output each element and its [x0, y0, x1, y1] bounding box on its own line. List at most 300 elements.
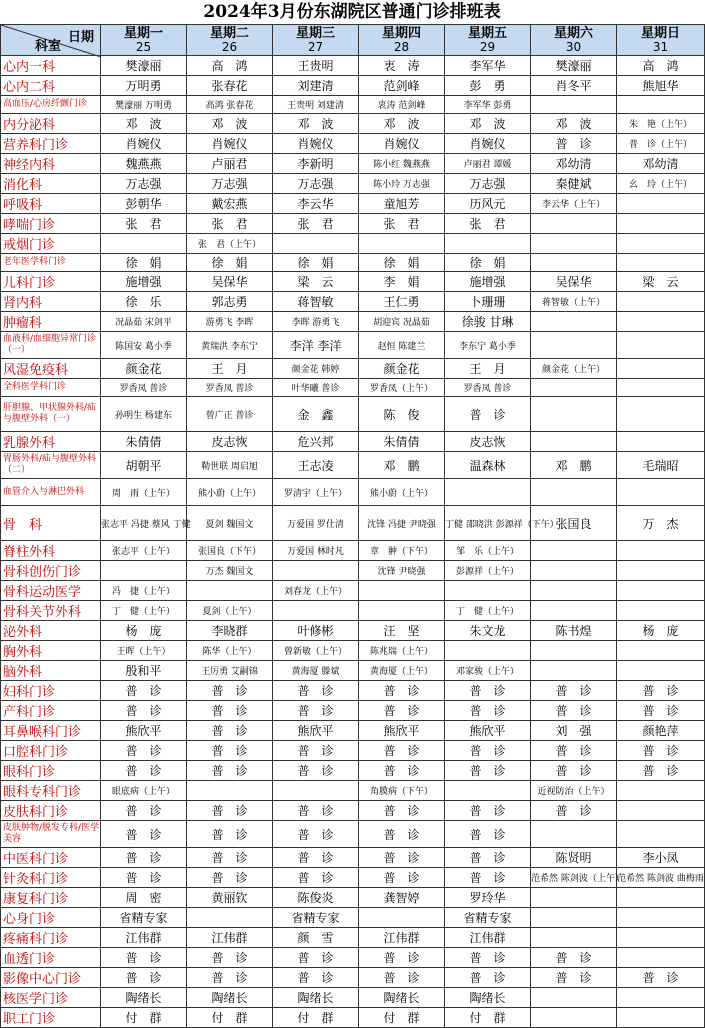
schedule-cell: 普 诊 — [531, 948, 617, 968]
page-title: 2024年3月份东湖院区普通门诊排班表 — [203, 2, 501, 22]
date-label: 28 — [393, 40, 410, 54]
col-header-tue — [187, 25, 273, 56]
schedule-cell: 罗清宇（上午） — [273, 479, 359, 506]
schedule-cell: 普 诊 — [445, 761, 531, 781]
schedule-cell — [531, 479, 617, 506]
department-label: 血管介入与淋巴外科 — [1, 479, 101, 506]
col-header-sat — [531, 25, 617, 56]
department-label: 心内一科 — [1, 56, 101, 76]
schedule-cell — [531, 254, 617, 272]
schedule-row — [1, 379, 705, 397]
schedule-cell: 普 诊 — [531, 701, 617, 721]
schedule-cell: 秦健斌 — [531, 174, 617, 194]
schedule-cell: 王贵明 刘建清 — [273, 96, 359, 114]
schedule-cell — [617, 379, 705, 397]
schedule-cell — [531, 988, 617, 1008]
department-label: 儿科门诊 — [1, 272, 101, 292]
schedule-cell: 普 诊 — [101, 801, 187, 821]
department-label: 骨科运动医学 — [1, 581, 101, 601]
schedule-row — [1, 621, 705, 641]
schedule-cell — [531, 561, 617, 581]
schedule-cell: 张 君 — [273, 214, 359, 234]
department-label: 胸外科 — [1, 641, 101, 661]
schedule-cell — [617, 988, 705, 1008]
schedule-cell: 肖婉仪 — [273, 134, 359, 154]
schedule-cell: 徐 乐 — [101, 292, 187, 312]
schedule-cell: 张 君 — [359, 214, 445, 234]
schedule-cell: 普 诊 — [359, 968, 445, 988]
schedule-cell: 普 诊 — [617, 681, 705, 701]
schedule-cell — [531, 928, 617, 948]
schedule-cell: 张春花 — [187, 76, 273, 96]
schedule-cell: 樊濠丽 — [531, 56, 617, 76]
schedule-cell: 朱倩倩 — [359, 432, 445, 452]
schedule-cell — [531, 541, 617, 561]
schedule-cell: 万志强 — [101, 174, 187, 194]
schedule-cell: 省精专家 — [273, 908, 359, 928]
schedule-cell — [617, 601, 705, 621]
schedule-cell: 普 诊 — [187, 801, 273, 821]
date-label: 27 — [307, 40, 324, 54]
schedule-cell: 张志平（上午） — [101, 541, 187, 561]
schedule-cell: 普 诊 — [187, 848, 273, 868]
schedule-cell: 章 翀（下午） — [359, 541, 445, 561]
schedule-row — [1, 1008, 705, 1028]
header-row — [1, 25, 705, 56]
schedule-row — [1, 701, 705, 721]
schedule-cell: 赵恒 陈建兰 — [359, 332, 445, 359]
department-label: 肝胆腺、甲状腺外科/疝与腹壁外科（一） — [1, 397, 101, 432]
schedule-cell — [531, 432, 617, 452]
schedule-cell: 徐骏 甘琳 — [445, 312, 531, 332]
schedule-cell: 皮志恢 — [187, 432, 273, 452]
schedule-cell: 游勇飞 李晖 — [187, 312, 273, 332]
schedule-cell: 魏燕燕 — [101, 154, 187, 174]
schedule-cell: 危兴邦 — [273, 432, 359, 452]
schedule-cell — [531, 908, 617, 928]
schedule-cell: 角膜病（下午） — [359, 781, 445, 801]
schedule-row — [1, 541, 705, 561]
schedule-row — [1, 721, 705, 741]
schedule-cell: 普 诊 — [101, 821, 187, 848]
col-header-mon — [101, 25, 187, 56]
schedule-cell: 杨 庞 — [617, 621, 705, 641]
schedule-cell: 孙明生 杨建东 — [101, 397, 187, 432]
schedule-cell: 颜金花（上午） — [531, 359, 617, 379]
col-header-fri — [445, 25, 531, 56]
schedule-cell — [617, 661, 705, 681]
schedule-row — [1, 821, 705, 848]
schedule-cell: 江伟群 — [445, 928, 531, 948]
col-header-sun — [617, 25, 705, 56]
schedule-cell: 罗香凤 普诊 — [101, 379, 187, 397]
schedule-cell: 陈兆瑞（上午） — [359, 641, 445, 661]
schedule-cell: 王仁勇 — [359, 292, 445, 312]
schedule-cell: 熊小蔚（上午） — [359, 479, 445, 506]
schedule-cell: 彭源祥（上午） — [445, 561, 531, 581]
schedule-cell: 近视防治（上午） — [531, 781, 617, 801]
department-label: 乳腺外科 — [1, 432, 101, 452]
schedule-cell: 邓 鹏 — [359, 452, 445, 479]
schedule-cell: 徐 娟 — [359, 254, 445, 272]
schedule-cell: 普 诊 — [445, 681, 531, 701]
schedule-row — [1, 988, 705, 1008]
department-label: 血液科/血细胞异常门诊（一） — [1, 332, 101, 359]
department-label: 中医科门诊 — [1, 848, 101, 868]
schedule-cell: 普 诊 — [187, 741, 273, 761]
schedule-cell — [531, 888, 617, 908]
schedule-cell: 江伟群 — [101, 928, 187, 948]
schedule-cell — [531, 1008, 617, 1028]
schedule-cell — [531, 214, 617, 234]
schedule-cell: 肖婉仪 — [187, 134, 273, 154]
schedule-cell: 万志强 — [273, 174, 359, 194]
department-label: 肾内科 — [1, 292, 101, 312]
schedule-cell — [617, 928, 705, 948]
schedule-cell: 陶绪长 — [445, 988, 531, 1008]
schedule-cell — [531, 581, 617, 601]
schedule-cell: 熊欣平 — [359, 721, 445, 741]
department-label: 针灸科门诊 — [1, 868, 101, 888]
schedule-cell: 普 诊 — [617, 968, 705, 988]
schedule-cell — [617, 641, 705, 661]
schedule-cell: 颜金花 — [101, 359, 187, 379]
department-label: 核医学门诊 — [1, 988, 101, 1008]
schedule-cell: 范剑峰 — [359, 76, 445, 96]
schedule-cell: 樊濠丽 — [101, 56, 187, 76]
schedule-row — [1, 506, 705, 541]
schedule-row — [1, 56, 705, 76]
schedule-cell — [617, 332, 705, 359]
schedule-cell — [531, 601, 617, 621]
schedule-row — [1, 114, 705, 134]
date-label: 25 — [135, 40, 152, 54]
schedule-cell: 范希然 陈剑波（上午） — [531, 868, 617, 888]
schedule-cell: 普 诊 — [445, 948, 531, 968]
date-label: 30 — [565, 40, 582, 54]
weekday-label: 星期二 — [209, 26, 249, 41]
schedule-cell: 普 诊 — [273, 968, 359, 988]
schedule-cell — [445, 781, 531, 801]
schedule-cell: 曾广正 普诊 — [187, 397, 273, 432]
schedule-cell: 张志平 冯捷 蔡风 丁健 — [101, 506, 187, 541]
schedule-cell: 万 杰 — [617, 506, 705, 541]
schedule-cell: 普 诊 — [359, 821, 445, 848]
schedule-cell: 普 诊 — [273, 681, 359, 701]
schedule-cell — [445, 234, 531, 254]
schedule-cell: 普 诊 — [445, 848, 531, 868]
schedule-cell: 普 诊 — [359, 801, 445, 821]
schedule-cell: 熊小蔚（上午） — [187, 479, 273, 506]
schedule-row — [1, 292, 705, 312]
schedule-row — [1, 76, 705, 96]
schedule-cell — [617, 1008, 705, 1028]
schedule-cell: 施增强 — [445, 272, 531, 292]
schedule-cell: 普 诊 — [187, 761, 273, 781]
schedule-cell: 杨 庞 — [101, 621, 187, 641]
schedule-cell: 万爱国 林时凡 — [273, 541, 359, 561]
schedule-cell: 普 诊 — [617, 741, 705, 761]
schedule-cell: 肖婉仪 — [101, 134, 187, 154]
schedule-cell — [531, 661, 617, 681]
schedule-cell: 普 诊 — [531, 681, 617, 701]
schedule-cell: 朱文龙 — [445, 621, 531, 641]
schedule-cell: 普 诊 — [187, 948, 273, 968]
schedule-cell: 汪 坚 — [359, 621, 445, 641]
schedule-row — [1, 234, 705, 254]
schedule-cell: 黄海厦（上午） — [359, 661, 445, 681]
department-label: 脑外科 — [1, 661, 101, 681]
schedule-cell: 肖冬平 — [531, 76, 617, 96]
schedule-cell: 普 诊 — [531, 134, 617, 154]
schedule-cell: 普 诊 — [101, 701, 187, 721]
weekday-label: 星期一 — [123, 26, 163, 41]
schedule-cell: 罗香凤 普诊 — [187, 379, 273, 397]
schedule-cell: 朱倩倩 — [101, 432, 187, 452]
schedule-cell: 丁 健（上午） — [445, 601, 531, 621]
schedule-cell: 徐 娟 — [273, 254, 359, 272]
schedule-row — [1, 761, 705, 781]
schedule-cell: 徐 娟 — [445, 254, 531, 272]
schedule-cell: 郭志勇 — [187, 292, 273, 312]
schedule-cell — [531, 234, 617, 254]
schedule-cell: 李 娟 — [359, 272, 445, 292]
schedule-cell: 万明勇 — [101, 76, 187, 96]
schedule-cell: 李东宁 葛小季 — [445, 332, 531, 359]
schedule-row — [1, 194, 705, 214]
schedule-cell: 万志强 — [445, 174, 531, 194]
schedule-cell: 王志凌 — [273, 452, 359, 479]
schedule-cell: 皮志恢 — [445, 432, 531, 452]
schedule-cell: 殷和平 — [101, 661, 187, 681]
schedule-cell: 金 鑫 — [273, 397, 359, 432]
schedule-cell — [617, 541, 705, 561]
schedule-cell: 李云华（上午） — [531, 194, 617, 214]
schedule-cell: 王贵明 — [273, 56, 359, 76]
schedule-cell — [617, 581, 705, 601]
department-label: 眼科门诊 — [1, 761, 101, 781]
schedule-cell: 况晶茹 宋剑平 — [101, 312, 187, 332]
schedule-cell: 颜金花 — [359, 359, 445, 379]
schedule-cell: 陈俊炎 — [273, 888, 359, 908]
schedule-row — [1, 801, 705, 821]
schedule-cell: 陶绪长 — [273, 988, 359, 1008]
schedule-cell: 付 群 — [445, 1008, 531, 1028]
schedule-cell: 普 诊 — [187, 721, 273, 741]
department-label: 风湿免疫科 — [1, 359, 101, 379]
department-label: 皮肤科门诊 — [1, 801, 101, 821]
schedule-cell: 李晓群 — [187, 621, 273, 641]
department-label: 骨 科 — [1, 506, 101, 541]
schedule-cell: 颜金花 韩婷 — [273, 359, 359, 379]
schedule-cell: 历风元 — [445, 194, 531, 214]
schedule-cell: 叶修彬 — [273, 621, 359, 641]
schedule-cell: 付 群 — [359, 1008, 445, 1028]
schedule-cell — [531, 397, 617, 432]
col-header-wed — [273, 25, 359, 56]
schedule-cell — [187, 781, 273, 801]
schedule-cell: 衷 涛 — [359, 56, 445, 76]
department-label: 康复科门诊 — [1, 888, 101, 908]
schedule-cell: 吴保华 — [531, 272, 617, 292]
department-label: 皮肤肿物/脱发专科/医学美容 — [1, 821, 101, 848]
schedule-cell: 普 诊 — [445, 801, 531, 821]
schedule-cell — [617, 234, 705, 254]
weekday-label: 星期四 — [381, 26, 421, 41]
schedule-cell: 普 诊 — [187, 701, 273, 721]
schedule-row — [1, 96, 705, 114]
schedule-cell: 邓 波 — [101, 114, 187, 134]
schedule-cell: 熊旭华 — [617, 76, 705, 96]
schedule-cell: 童旭芳 — [359, 194, 445, 214]
department-label: 全科医学科门诊 — [1, 379, 101, 397]
schedule-cell: 邓家骏（上午） — [445, 661, 531, 681]
schedule-cell: 李晖 游勇飞 — [273, 312, 359, 332]
schedule-cell: 衷涛 范剑峰 — [359, 96, 445, 114]
schedule-cell: 刘建清 — [273, 76, 359, 96]
schedule-cell: 黄丽钦 — [187, 888, 273, 908]
schedule-cell — [617, 432, 705, 452]
schedule-row — [1, 272, 705, 292]
schedule-cell: 普 诊 — [101, 681, 187, 701]
schedule-cell: 邓 波 — [359, 114, 445, 134]
schedule-cell: 眼底病（上午） — [101, 781, 187, 801]
schedule-cell: 熊欣平 — [445, 721, 531, 741]
schedule-cell: 普 诊 — [273, 868, 359, 888]
schedule-cell — [359, 581, 445, 601]
schedule-cell: 张 君 — [445, 214, 531, 234]
schedule-cell: 陈小玲 万志强 — [359, 174, 445, 194]
weekday-label: 星期六 — [553, 26, 593, 41]
schedule-cell: 夏剑 魏国文 — [187, 506, 273, 541]
schedule-cell: 邹 乐（上午） — [445, 541, 531, 561]
schedule-cell: 付 群 — [101, 1008, 187, 1028]
schedule-cell: 幺 玲（上午） — [617, 174, 705, 194]
schedule-cell: 陈书煌 — [531, 621, 617, 641]
schedule-row — [1, 908, 705, 928]
header-corner — [1, 25, 101, 56]
schedule-cell: 戴宏燕 — [187, 194, 273, 214]
schedule-cell — [617, 948, 705, 968]
schedule-row — [1, 479, 705, 506]
schedule-cell: 普 诊 — [101, 741, 187, 761]
schedule-cell: 施增强 — [101, 272, 187, 292]
schedule-row — [1, 561, 705, 581]
col-header-thu — [359, 25, 445, 56]
schedule-cell: 张 君（上午） — [187, 234, 273, 254]
schedule-cell: 王 月 — [445, 359, 531, 379]
schedule-cell: 周 密 — [101, 888, 187, 908]
schedule-cell: 李军华 彭勇 — [445, 96, 531, 114]
schedule-cell: 普 诊 — [101, 761, 187, 781]
schedule-cell: 普 诊 — [359, 868, 445, 888]
schedule-cell — [531, 312, 617, 332]
schedule-row — [1, 332, 705, 359]
schedule-cell — [445, 581, 531, 601]
schedule-cell — [531, 379, 617, 397]
schedule-row — [1, 741, 705, 761]
schedule-cell: 张 君 — [187, 214, 273, 234]
schedule-row — [1, 601, 705, 621]
schedule-cell: 普 诊 — [531, 968, 617, 988]
schedule-cell: 梁 云 — [273, 272, 359, 292]
schedule-cell: 王厉勇 艾嗣锦 — [187, 661, 273, 681]
schedule-cell: 陈贤明 — [531, 848, 617, 868]
schedule-cell: 勒世联 周启旭 — [187, 452, 273, 479]
schedule-cell: 邓 波 — [273, 114, 359, 134]
schedule-cell — [531, 96, 617, 114]
schedule-cell: 罗香凤（上午） — [359, 379, 445, 397]
schedule-cell: 胡迎宾 况晶茹 — [359, 312, 445, 332]
schedule-cell — [531, 821, 617, 848]
schedule-cell: 陈国安 葛小季 — [101, 332, 187, 359]
schedule-cell: 张国良 — [531, 506, 617, 541]
schedule-cell — [617, 194, 705, 214]
corner-dept-label: 科室 — [35, 39, 62, 54]
schedule-cell: 冯 捷（上午） — [101, 581, 187, 601]
schedule-row — [1, 681, 705, 701]
schedule-cell: 徐 娟 — [101, 254, 187, 272]
schedule-cell: 丁健 邵晓洪 彭源祥（下午） — [445, 506, 531, 541]
department-label: 消化科 — [1, 174, 101, 194]
schedule-row — [1, 661, 705, 681]
schedule-cell: 普 诊 — [359, 741, 445, 761]
schedule-cell: 陈 俊 — [359, 397, 445, 432]
department-label: 泌外科 — [1, 621, 101, 641]
schedule-cell: 邓 波 — [445, 114, 531, 134]
schedule-cell: 邓 波 — [531, 114, 617, 134]
schedule-cell: 张 君 — [101, 214, 187, 234]
department-label: 高血压/心房纤颤门诊 — [1, 96, 101, 114]
schedule-cell — [273, 601, 359, 621]
schedule-cell — [617, 312, 705, 332]
schedule-cell — [359, 601, 445, 621]
department-label: 戒烟门诊 — [1, 234, 101, 254]
schedule-cell: 胡朝平 — [101, 452, 187, 479]
schedule-cell: 陈华（上午） — [187, 641, 273, 661]
schedule-cell: 普 诊 — [101, 868, 187, 888]
department-label: 内分泌科 — [1, 114, 101, 134]
department-label: 眼科专科门诊 — [1, 781, 101, 801]
schedule-cell — [617, 254, 705, 272]
department-label: 呼吸科 — [1, 194, 101, 214]
schedule-cell: 万爱国 罗仕清 — [273, 506, 359, 541]
schedule-table — [0, 24, 705, 1028]
schedule-cell: 黄瑞洪 李东宁 — [187, 332, 273, 359]
schedule-row — [1, 312, 705, 332]
schedule-cell: 高鸿 张春花 — [187, 96, 273, 114]
schedule-cell: 普 诊 — [359, 681, 445, 701]
department-label: 脊柱外科 — [1, 541, 101, 561]
department-label: 心身门诊 — [1, 908, 101, 928]
schedule-cell: 普 诊 — [359, 701, 445, 721]
schedule-cell — [617, 397, 705, 432]
schedule-row — [1, 641, 705, 661]
schedule-cell: 叶华曦 普诊 — [273, 379, 359, 397]
schedule-cell — [531, 641, 617, 661]
schedule-row — [1, 968, 705, 988]
schedule-cell: 周 雨（上午） — [101, 479, 187, 506]
schedule-cell: 普 诊 — [187, 868, 273, 888]
department-label: 肿瘤科 — [1, 312, 101, 332]
schedule-cell: 普 诊 — [445, 397, 531, 432]
schedule-cell: 普 诊 — [273, 821, 359, 848]
department-label: 哮喘门诊 — [1, 214, 101, 234]
schedule-cell: 沈锋 冯捷 尹晓强 — [359, 506, 445, 541]
schedule-cell — [617, 214, 705, 234]
schedule-cell: 普 诊 — [445, 968, 531, 988]
schedule-cell — [445, 479, 531, 506]
